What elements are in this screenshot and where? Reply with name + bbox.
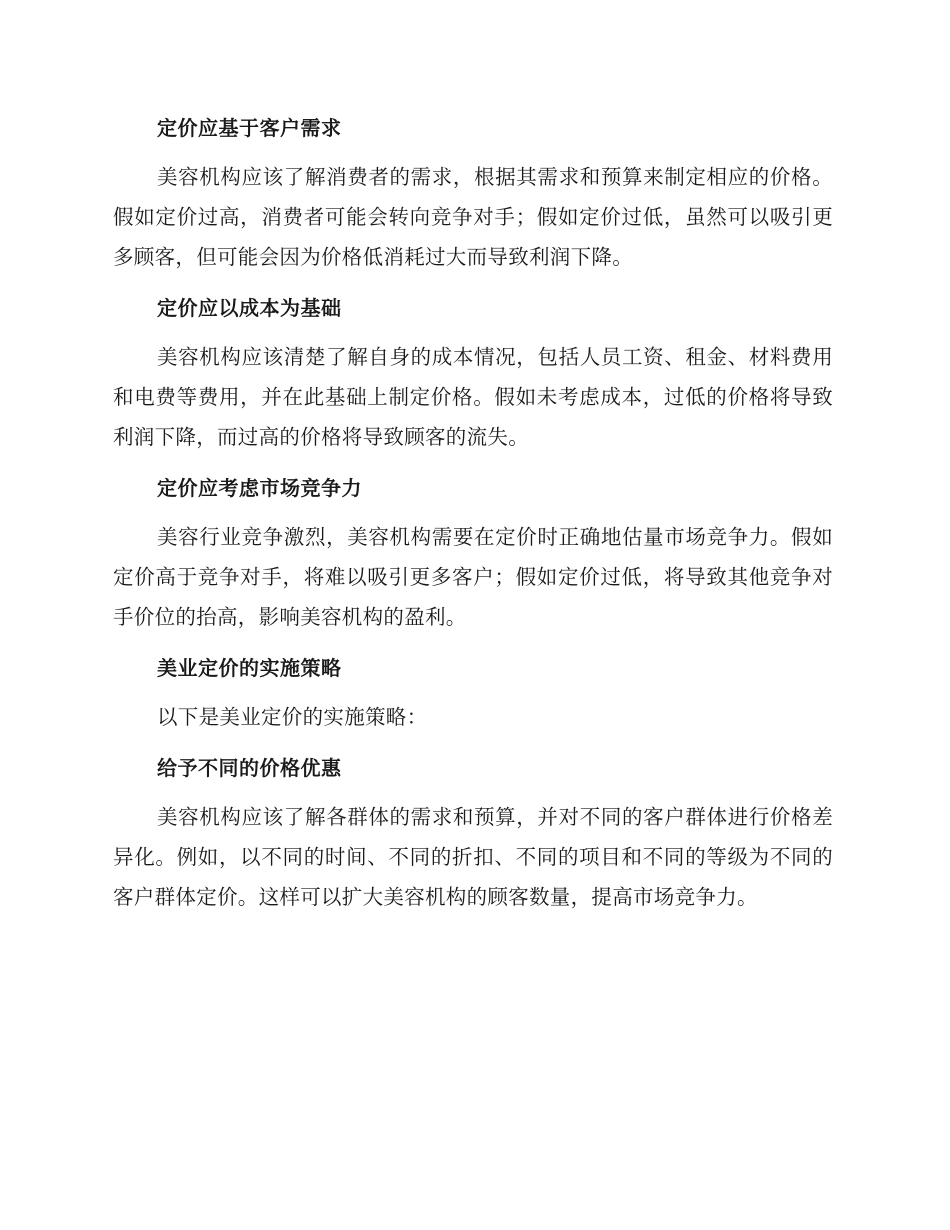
- section-price-discounts: [113, 749, 833, 917]
- section-paragraph: 美容机构应该了解消费者的需求，根据其需求和预算来制定相应的价格。假如定价过高，消费者可能会转向竞争对手；假如定价过低，虽然可以吸引更多顾客，但可能会因为价格低消耗过大而导致利润下降。: [113, 165, 833, 269]
- section-paragraph: 美容机构应该清楚了解自身的成本情况，包括人员工资、租金、材料费用和电费等费用，并在此基础上制定价格。假如未考虑成本，过低的价格将导致利润下降，而过高的价格将导致顾客的流失。: [113, 345, 833, 449]
- document-page: [113, 109, 833, 917]
- section-heading: 定价应考虑市场竞争力: [157, 476, 362, 500]
- section-heading: 美业定价的实施策略: [157, 656, 342, 680]
- section-customer-demand: [113, 109, 833, 277]
- section-paragraph: 以下是美业定价的实施策略：: [157, 705, 428, 729]
- section-cost-basis: [113, 289, 833, 457]
- section-heading: 定价应基于客户需求: [157, 116, 342, 140]
- section-implementation-strategy: [113, 649, 833, 737]
- section-market-competition: [113, 469, 833, 637]
- section-heading: 定价应以成本为基础: [157, 296, 342, 320]
- section-paragraph: 美容机构应该了解各群体的需求和预算，并对不同的客户群体进行价格差异化。例如，以不同的时间、不同的折扣、不同的项目和不同的等级为不同的客户群体定价。这样可以扩大美容机构的顾客数量，提高市场竞争力。: [113, 805, 833, 909]
- section-heading: 给予不同的价格优惠: [157, 756, 342, 780]
- section-paragraph: 美容行业竞争激烈，美容机构需要在定价时正确地估量市场竞争力。假如定价高于竞争对手，将难以吸引更多客户；假如定价过低，将导致其他竞争对手价位的抬高，影响美容机构的盈利。: [113, 525, 833, 629]
